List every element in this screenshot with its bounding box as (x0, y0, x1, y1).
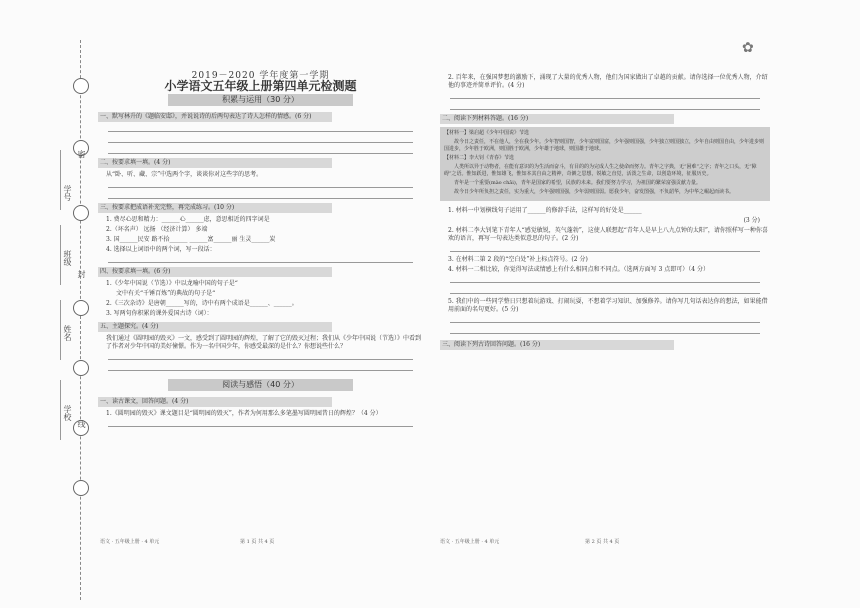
binding-hole (73, 78, 89, 94)
question-text: 5. 我们中的一些同学整日只想着玩游戏、打闹玩耍，不想着学习知识、加强修养。请你写几句话表达你的想法，如果能借用前面的名句更好。(5 分) (448, 298, 768, 313)
answer-line[interactable] (108, 256, 413, 263)
question-text: 2. 百年来，在强国梦想的激励下，涌现了大量的优秀人物，他们为国家做出了卓越的贡献。请你选择一位优秀人物，介绍他的事迹并简单评价。(4 分) (448, 74, 768, 89)
section-heading: 三、阅读下列古诗回答问题。(16 分) (440, 340, 674, 350)
question-text: 3. 写两句你积累的课外爱国古诗（词）： (106, 310, 213, 317)
section-heading: 五、主题探究。(4 分) (98, 322, 332, 332)
question-text: 2.（坏名声） 远扬 （经济计算） 多端 (106, 226, 208, 233)
answer-line[interactable] (450, 316, 760, 323)
answer-line[interactable] (450, 287, 760, 294)
binding-word: 密 (77, 150, 86, 158)
question-text: 4. 材料一二相比较，你觉得写法或情感上有什么相同点和不同点。（选两方面写 3 点即可）（4 分） (448, 266, 709, 273)
question-text: 3. 在材料二第 2 段的“空白处”补上标点符号。(2 分) (448, 256, 588, 263)
question-text: 3. 国______民安 路不拾______ ______富______丽 生灵______炭 (106, 236, 276, 243)
binding-hole (73, 480, 89, 496)
footer-page: 第 2 页 共 4 页 (585, 539, 620, 545)
exam-title: 小学语文五年级上册第四单元检测题 (164, 79, 357, 93)
reading-material (440, 127, 770, 201)
answer-line[interactable] (108, 420, 413, 427)
answer-line[interactable] (108, 192, 413, 199)
left-column (98, 62, 423, 431)
binding-label: 姓名 (63, 325, 72, 341)
binding-write-line (60, 380, 61, 440)
answer-line[interactable] (450, 276, 760, 283)
question-text: 1.《圆明园的毁灭》课文题目是“圆明园的毁灭”，作者为何用那么多笔墨写圆明园昔日的辉煌？（4 分） (106, 410, 382, 417)
answer-line[interactable] (450, 103, 760, 110)
section-heading: 一、默写林升的《题临安邸》，并说说诗的后两句表达了诗人怎样的情感。(6 分) (98, 112, 332, 122)
answer-line[interactable] (108, 125, 413, 132)
material-title: 【材料二】李大钊《青春》节选 (444, 155, 515, 161)
material-text: 青年是一个重要(mào chǎi)，青年是国家的希望，民族的未来。我们要努力学习，为祖国的繁荣富强贡献力量。 (454, 180, 701, 186)
answer-line[interactable] (108, 353, 413, 360)
binding-label: 学校 (63, 405, 72, 421)
binding-write-line (60, 300, 61, 360)
binding-write-line (60, 225, 61, 285)
material-text: 人类所以异于动物者，在能有意识的为生活而奋斗，有目的的为完成人生之使命而努力。青年之字典，无“困难”之字；青年之口头，无“障碍”之语。惟知跃进，惟知雄飞，惟知本其自由之精神，奇僻之思想，锐敏之直觉，活泼之生命，以创造环境，征服历史。 (444, 164, 757, 177)
answer-line[interactable] (450, 327, 760, 334)
answer-line[interactable] (108, 147, 413, 154)
answer-line[interactable] (108, 136, 413, 143)
section-heading: 一、读古课文，回答问题。(4 分) (98, 397, 332, 407)
mascot-icon: ✿ (742, 40, 754, 56)
question-text: 1. 材料一中划横线句子运用了______的修辞手法，这样写的好处是______ (448, 207, 642, 214)
section-heading: 三、按要求把成语补充完整，再完成练习。(10 分) (98, 203, 332, 213)
binding-hole (73, 300, 89, 316)
binding-dashed-line (80, 40, 81, 600)
right-column (440, 72, 770, 353)
footer-left: 语文 · 五年级上册 · 4 单元 (440, 539, 500, 545)
question-text: 1.《少年中国说（节选）》中以龙喻中国的句子是“ (106, 280, 238, 287)
question-text: 2.《三次杂诗》是唐朝______写的，诗中有两个成语是______、______。 (106, 300, 298, 307)
binding-hole (73, 205, 89, 221)
binding-write-line (60, 150, 61, 210)
answer-line[interactable] (450, 245, 760, 252)
material-title: 【材料一】梁启超《少年中国说》节选 (444, 130, 530, 136)
section-heading: 二、阅读下列材料答题。(16 分) (440, 114, 674, 124)
question-text: 1. 费尽心思和精力：______心______虑，意思相近的四字词是 (106, 216, 270, 223)
binding-word: 线 (77, 420, 86, 428)
question-text: 从“卧、听、藏、宗”中选两个字，谈谈你对这些字的思考。 (106, 171, 263, 178)
footer-page: 第 1 页 共 4 页 (240, 539, 275, 545)
binding-label: 班级 (63, 250, 72, 266)
question-text: 我们通过《圆明园的毁灭》一文，感受到了圆明园的辉煌，了解了它的毁灭过程；我们从《少年中国说（节选）》中看到了作者对少年中国的美好憧憬。作为一名中国少年，你感受最深的是什么？你想说些什么？ (106, 335, 422, 350)
answer-line[interactable] (450, 92, 760, 99)
answer-line[interactable] (108, 364, 413, 371)
binding-label: 学号 (63, 185, 72, 201)
question-text: 2. 材料二李大钊笔下青年人“感觉敏锐，英气蓬勃”，这使人联想起“青年人是早上八九点钟的太阳”，请你照样写一种你喜欢的语言，再写一句表达类似意思的句子。(2 分) (448, 227, 768, 242)
question-text: 文中有关“千锤百炼”的典故的句子是“ (116, 290, 216, 297)
material-text: 故今日之责任，不在他人，全在我少年。少年智则国智，少年富则国富，少年强则国强，少年独立则国独立，少年自由则国自由，少年进步则国进步，少年胜于欧洲，则国胜于欧洲，少年雄于地球，则国雄于地球。 (444, 139, 765, 152)
question-text: 4. 选择以上词语中的两个词，写一段话： (106, 246, 216, 253)
binding-margin (0, 0, 92, 608)
part-banner: 积累与运用（30 分） (168, 94, 353, 106)
section-heading: 二、按要求填一填。(4 分) (98, 158, 332, 168)
exam-year: 2019－2020 学年度第一学期 (191, 71, 330, 81)
score-note: (3 分) (743, 217, 760, 224)
material-text: 故今日少年所负担之责任，实为重大，少年强则国强，少年弱则国弱。愿我少年，奋发图强，不负韶华，为中华之崛起而读书。 (454, 189, 735, 195)
answer-line[interactable] (108, 181, 413, 188)
footer-left: 语文 · 五年级上册 · 4 单元 (100, 539, 160, 545)
binding-word: 封 (77, 270, 86, 278)
section-heading: 四、按要求填一填。(6 分) (98, 267, 332, 277)
part-banner: 阅读与感悟（40 分） (168, 379, 353, 391)
binding-hole (73, 360, 89, 376)
